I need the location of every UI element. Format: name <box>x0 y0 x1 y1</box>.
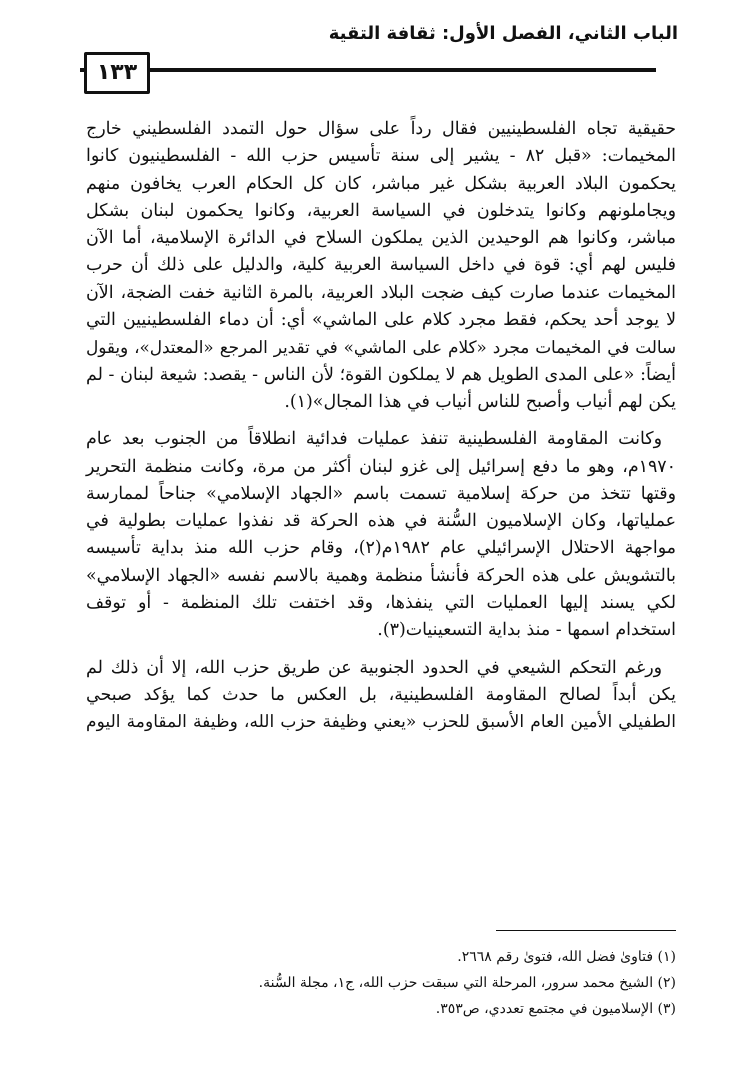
text-line: فليس لهم أي: قوة في داخل السياسة العربية كلية، والدليل على ذلك أن حرب <box>86 255 676 276</box>
text-line: لكي يسند إليها العمليات التي ينفذها، وقد اختفت تلك المنظمة - أو توقف <box>86 593 676 614</box>
header-rule <box>80 68 656 72</box>
text-line: حقيقية تجاه الفلسطينيين فقال رداً على سؤال حول التمدد الفلسطيني خارج <box>86 119 676 139</box>
text-line: وكانت المقاومة الفلسطينية تنفذ عمليات فدائية انطلاقاً من الجنوب بعد عام <box>86 429 662 450</box>
text-line: ورغم التحكم الشيعي في الحدود الجنوبية عن طريق حزب الله، إلا أن ذلك لم <box>86 657 662 678</box>
text-line: الطفيلي الأمين العام الأسبق للحزب «يعني وظيفة حزب الله، وظيفة المقاومة اليوم <box>86 712 676 733</box>
text-line: المخيمات عندما صارت كيف ضجت البلاد العربية، بالمرة الثانية خفت الضجة، الآن <box>86 282 676 303</box>
text-line: يكن لهم أنياب وأصبح للناس أنياب في هذا المجال»(١). <box>284 391 676 412</box>
paragraph-1 <box>86 116 676 416</box>
text-line: سالت في المخيمات مجرد «كلام على الماشي» في تقدير المرجع «المعتدل»، ويقول <box>86 337 676 358</box>
text-line: المخيمات: «قبل ٨٢ - يشير إلى سنة تأسيس حزب الله - الفلسطينيون كانوا <box>86 146 676 167</box>
text-line: لا يوجد أحد يحكم، فقط مجرد كلام على الماشي» أي: أن دماء الفلسطينيين التي <box>86 310 676 331</box>
text-line: ١٩٧٠م، وهو ما دفع إسرائيل إلى غزو لبنان أكثر من مرة، وكانت منظمة التحرير <box>86 456 676 477</box>
text-line: عملياتها، وكان الإسلاميون السُّنة في هذه الحركة قد نفذوا عمليات بطولية في <box>86 511 676 532</box>
footnote-separator <box>496 930 676 931</box>
body-text <box>86 116 676 737</box>
footnote-2: (٢) الشيخ محمد سرور، المرحلة التي سبقت حزب الله، ج١، مجلة السُّنة. <box>258 975 676 991</box>
text-line: استخدام اسمها - منذ بداية التسعينيات(٣). <box>377 620 676 641</box>
paragraph-3 <box>86 655 676 737</box>
text-line: وقتها تتخذ من حركة إسلامية تسمت باسم «الجهاد الإسلامي» جناحاً لممارسة <box>86 483 676 504</box>
running-header-title: الباب الثاني، الفصل الأول: ثقافة التقية <box>328 23 678 44</box>
text-line: يحكمون البلاد العربية بشكل غير مباشر، كان كل الحكام العرب يخافون منهم <box>86 173 676 194</box>
footnotes <box>86 944 676 1022</box>
page-number: ١٣٣ <box>84 52 150 94</box>
footnote-1: (١) فتاوىٰ فضل الله، فتوىٰ رقم ٢٦٦٨. <box>457 949 676 965</box>
text-line: أيضاً: «على المدى الطويل هم لا يملكون القوة؛ لأن الناس - يقصد: شيعة لبنان - لم <box>86 364 676 385</box>
text-line: مباشر، وكانوا هم الوحيدين الذين يملكون السلاح في الدائرة الإسلامية، أما الآن <box>86 228 676 249</box>
text-line: بالتشويش على هذه الحركة فأنشأ منظمة وهمية بالاسم نفسه «الجهاد الإسلامي» <box>86 565 676 586</box>
text-line: يكن أبداً لصالح المقاومة الفلسطينية، بل العكس ما حدث كما يؤكد صبحي <box>86 684 676 705</box>
text-line: مواجهة الاحتلال الإسرائيلي عام ١٩٨٢م(٢)، وقام حزب الله منذ بداية تأسيسه <box>86 538 676 559</box>
paragraph-2 <box>86 426 676 644</box>
footnote-3: (٣) الإسلاميون في مجتمع تعددي، ص٣٥٣. <box>435 1001 676 1017</box>
text-line: ويجاملونهم وكانوا يتدخلون في السياسة العربية، وكانوا يحكمون لبنان بشكل <box>86 200 676 221</box>
